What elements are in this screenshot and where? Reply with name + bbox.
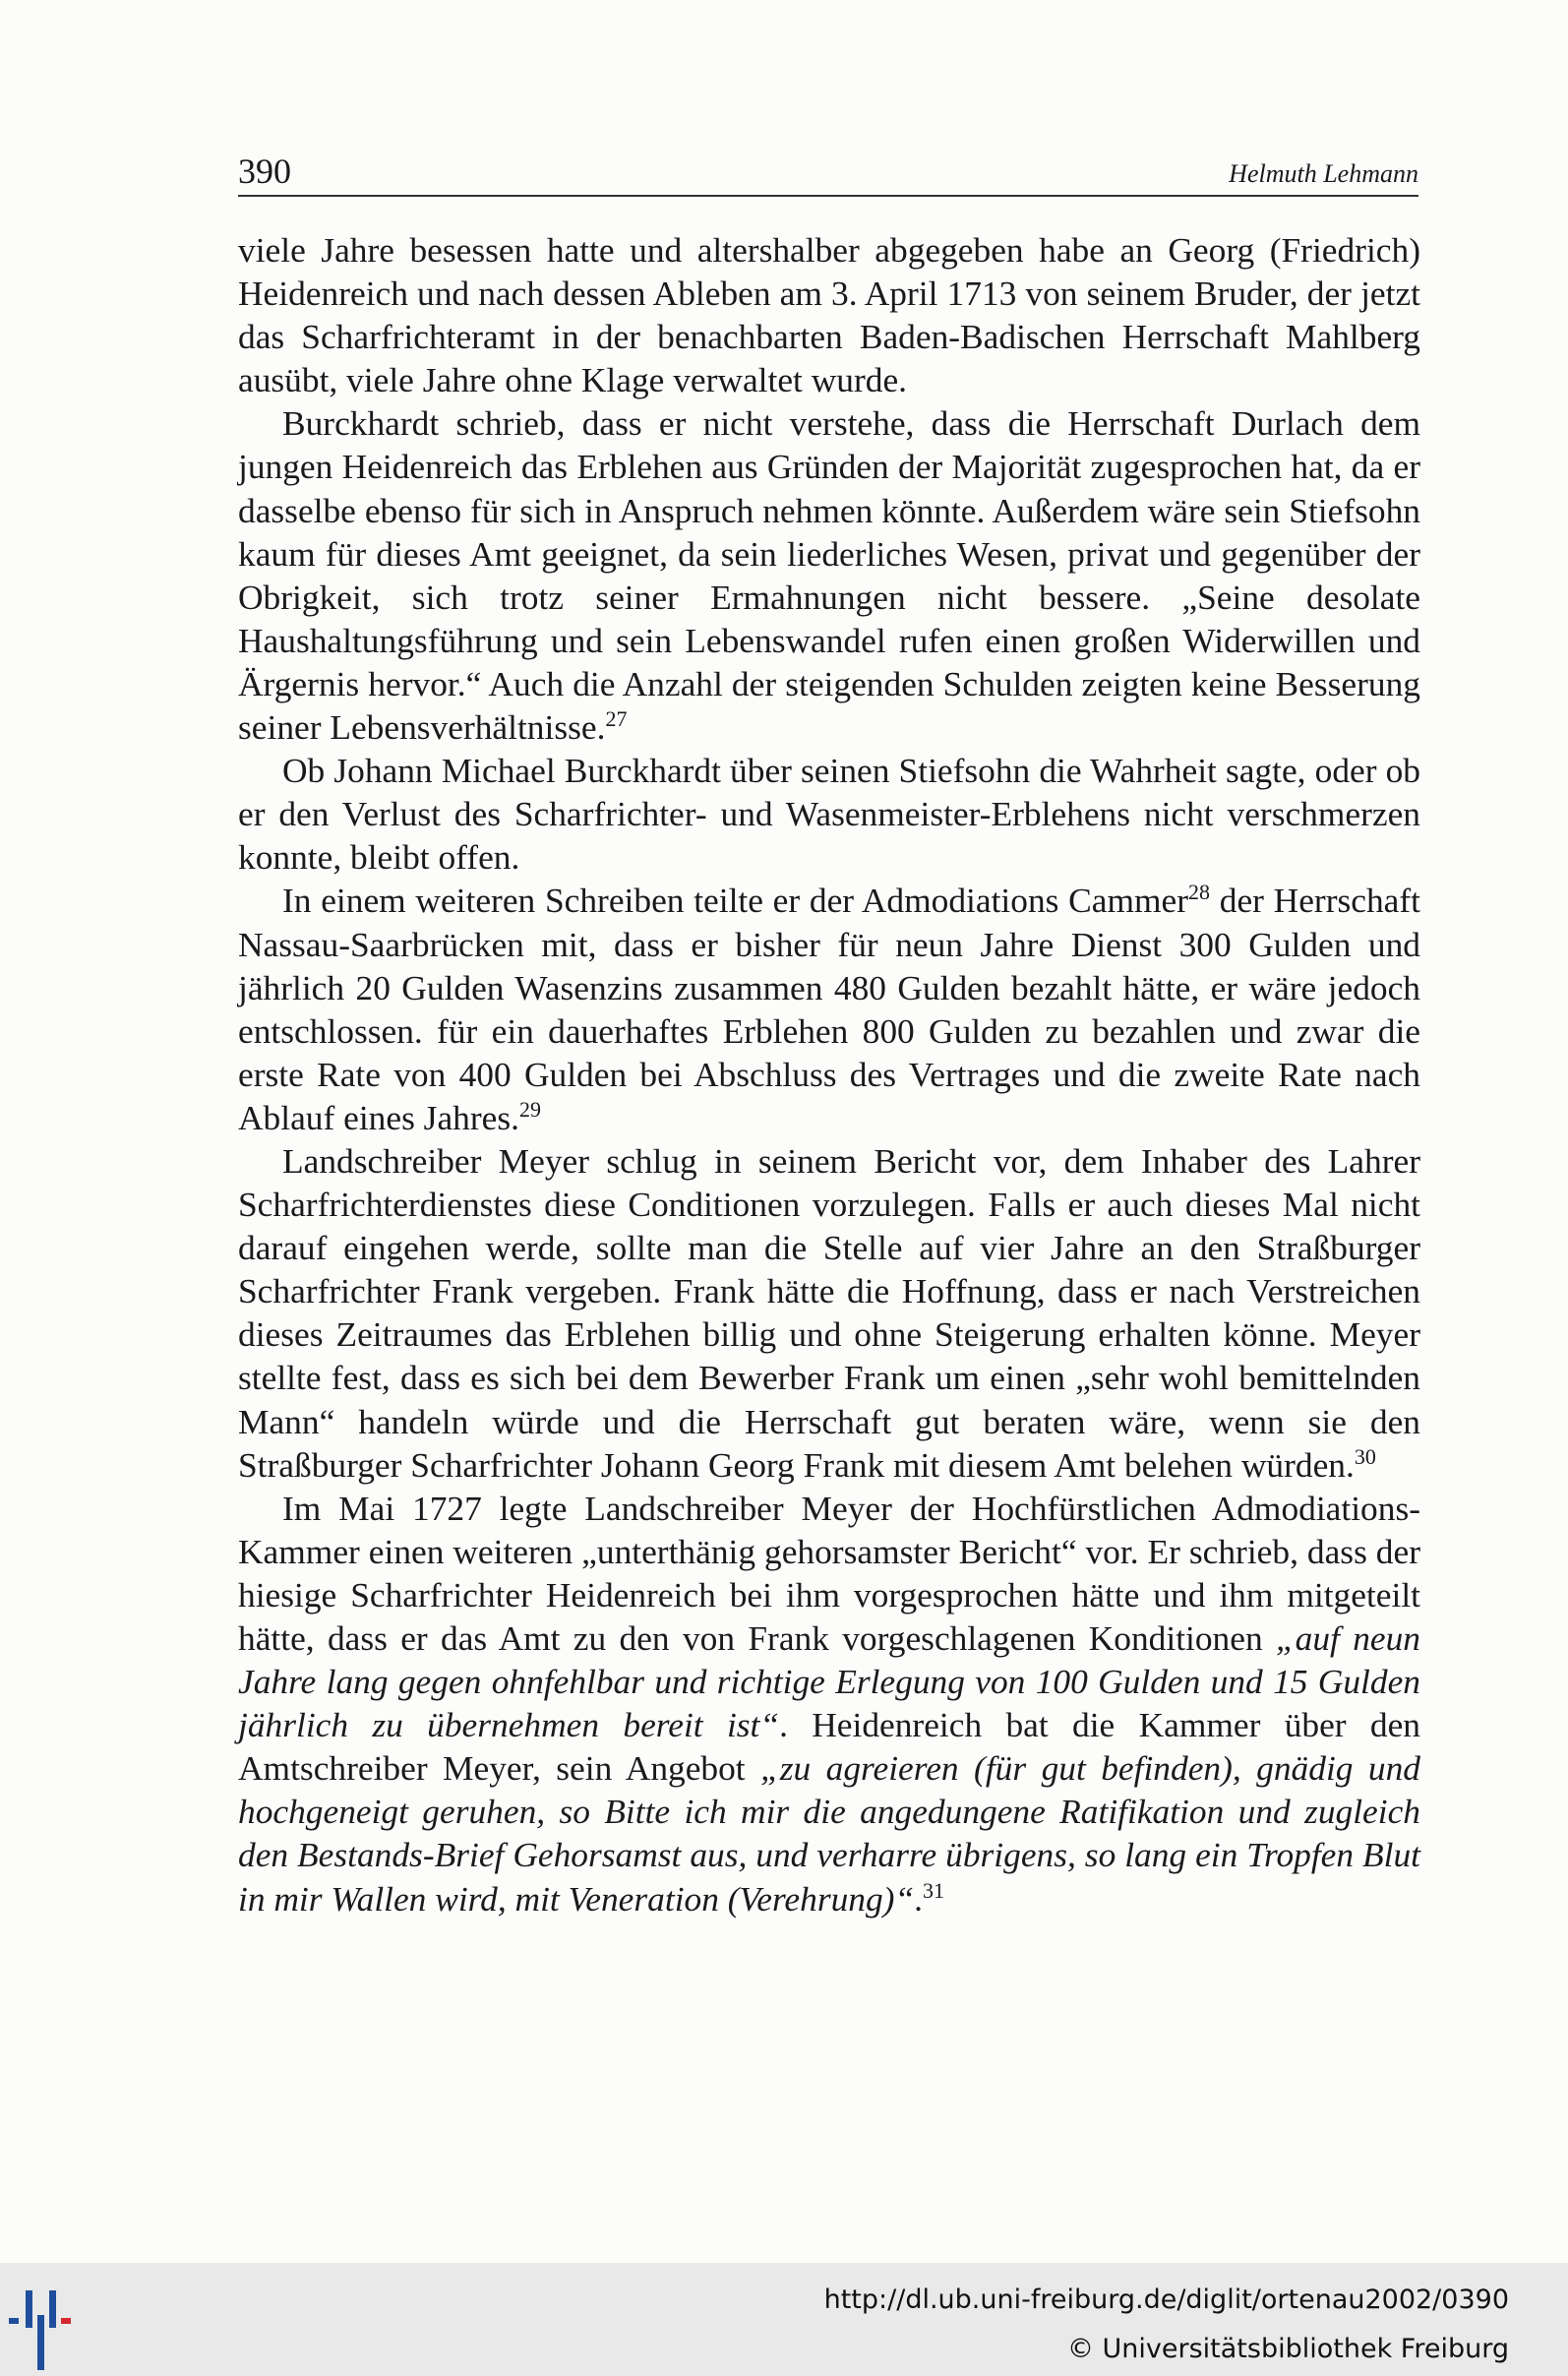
quote-italic: „auf neun Jahre lang gegen ohnfehlbar und richtige Erlegung von 100 Gulden und 15 Gulden jährlich zu übernehmen bereit ist“ [238,1618,1420,1745]
paragraph-6: Im Mai 1727 legte Landschreiber Meyer der Hochfürstlichen Admodiations-Kammer einen weiteren „unterthänig gehorsamster Bericht“ vor. Er schrieb, dass der hiesige Scharfrichter Heidenreich bei ihm vorgesprochen hätte und ihm mitgeteilt hätte, dass er das Amt zu den von Frank vorgeschlagenen Konditionen „auf neun Jahre lang gegen ohnfehlbar und richtige Erlegung von 100 Gulden und 15 Gulden jährlich zu übernehmen bereit ist“. Heidenreich bat die Kammer über den Amtschreiber Meyer, sein Angebot „zu agreieren (für gut befinden), gnädig und hochgeneigt geruhen, so Bitte ich mir die angedungene Ratifikation und zugleich den Bestands-Brief Gehorsamst aus, und verharre übrigens, so lang ein Tropfen Blut in mir Wallen wird, mit Veneration (Verehrung)“.$^{31}$ [238,1488,1420,1919]
page-header [238,148,1418,197]
footnote-ref: 30 [1354,1443,1376,1469]
copyright-notice: © Universitätsbibliothek Freiburg [1066,2334,1509,2364]
page-number: 390 [238,152,291,191]
paragraph-3: Ob Johann Michael Burckhardt über seinen Stiefsohn die Wahrheit sagte, oder ob er den Verlust des Scharfrichter- und Wasenmeister-Erblehens nicht verschmerzen konnte, bleibt offen. [238,751,1420,878]
footnote-ref: 27 [605,706,628,732]
paragraph-4: In einem weiteren Schreiben teilte er der Admodiations Cammer$^{28}$ der Herrschaft Nassau-Saarbrücken mit, dass er bisher für neun Jahre Dienst 300 Gulden und jährlich 20 Gulden Wasenzins zusammen 480 Gulden bezahlt hätte, er wäre jedoch entschlossen. für ein dauerhaftes Erblehen 800 Gulden zu bezahlen und zwar die erste Rate von 400 Gulden bei Abschluss des Vertrages und die zweite Rate nach Ablauf eines Jahres.$^{29}$ [238,880,1421,1137]
paragraph-5: Landschreiber Meyer schlug in seinem Bericht vor, dem Inhaber des Lahrer Scharfrichterdienstes diese Conditionen vorzulegen. Falls er auch dieses Mal nicht darauf eingehen werde, sollte man die Stelle auf vier Jahre an den Straßburger Scharfrichter Frank vergeben. Frank hätte die Hoffnung, dass er nach Verstreichen dieses Zeitraumes das Erblehen billig und ohne Steigerung erhalten könne. Meyer stellte fest, dass es sich bei dem Bewerber Frank um einen „sehr wohl bemittelnden Mann“ handeln würde und die Herrschaft gut beraten wäre, wenn sie den Straßburger Scharfrichter Johann Georg Frank mit diesem Amt belehen würden.$^{30}$ [238,1140,1420,1485]
running-head: Helmuth Lehmann [1229,159,1418,188]
source-url[interactable]: http://dl.ub.uni-freiburg.de/diglit/ortenau2002/0390 [823,2285,1509,2315]
footnote-ref: 29 [518,1096,541,1122]
footer-bar [0,2263,1568,2376]
body-text [238,228,1420,1920]
quote-italic: „zu agreieren (für gut befinden), gnädig und hochgeneigt geruhen, so Bitte ich mir die angedungene Ratifikation und zugleich den Bestands-Brief Gehorsamst aus, und verharre übrigens, so lang ein Tropfen Blut in mir Wallen wird, mit Veneration (Verehrung)“ [238,1748,1420,1919]
footnote-ref: 31 [923,1877,945,1903]
footnote-ref: 28 [1188,880,1211,905]
paragraph-2: Burckhardt schrieb, dass er nicht verstehe, dass die Herrschaft Durlach dem jungen Heidenreich das Erblehen aus Gründen der Majorität zugesprochen hat, da er dasselbe ebenso für sich in Anspruch nehmen könnte. Außerdem wäre sein Stiefsohn kaum für dieses Amt geeignet, da sein liederliches Wesen, privat und gegenüber der Obrigkeit, sich trotz seiner Ermahnungen nicht bessere. „Seine desolate Haushaltungsführung und sein Lebenswandel rufen einen großen Widerwillen und Ärgernis hervor.“ Auch die Anzahl der steigenden Schulden zeigten keine Besserung seiner Lebensverhältnisse.$^{27}$ [238,403,1420,748]
paragraph-1: viele Jahre besessen hatte und altershalber abgegeben habe an Georg (Friedrich) Heidenreich und nach dessen Ableben am 3. April 1713 von seinem Bruder, der jetzt das Scharfrichteramt in der benachbarten Baden-Badischen Herrschaft Mahlberg ausübt, viele Jahre ohne Klage verwaltet wurde. [238,230,1420,400]
library-logo-icon [0,2263,98,2376]
